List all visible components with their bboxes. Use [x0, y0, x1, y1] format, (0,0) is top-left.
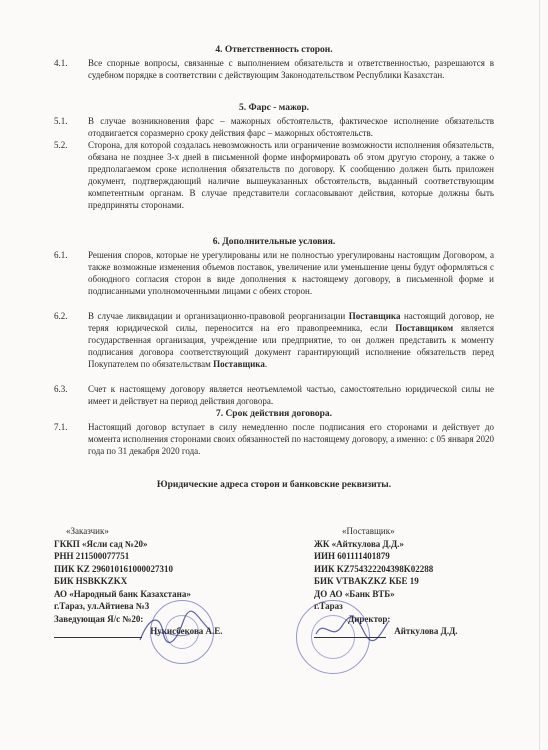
supplier-line: ИИН 601111401879: [314, 551, 390, 561]
clause-6-2: [54, 310, 494, 382]
clause-number: 4.1.: [54, 58, 68, 68]
customer-line: ГККП «Ясли сад №20»: [54, 538, 148, 549]
supplier-line: г.Тараз: [314, 601, 343, 611]
supplier-line: ЖК «Айткулова Д.Д.»: [314, 538, 404, 549]
clause-number: 5.2.: [54, 140, 68, 150]
clause-text-bold: Поставщика: [348, 311, 401, 321]
clause-text-bold: Поставщиком: [395, 323, 454, 333]
customer-line: Заведующая Я/с №20:: [54, 613, 144, 624]
customer-line: г.Тараз, ул.Айтиева №3: [54, 601, 150, 611]
customer-signer: Нукисбекова А.Е.: [150, 626, 223, 636]
customer-line: РНН 211500077751: [54, 551, 130, 561]
supplier-signer: Айткулова Д.Д.: [394, 626, 458, 636]
customer-line: ПИК KZ 296010161000027310: [54, 563, 174, 574]
clause-text: [88, 310, 494, 370]
clause-text: Счет к настоящему договору является неотъемлемой частью, самостоятельно юридической силы не имеет и действует на период действия договора.: [88, 384, 494, 406]
clause-text: В случае возникновения фарс – мажорных обстоятельств, фактическое исполнение обязательств отодвигается соразмерно сроку действия фарс – мажорных обстоятельств.: [88, 116, 494, 138]
section-5-title: 5. Фарс - мажор.: [238, 103, 310, 113]
supplier-line: Директор:: [348, 613, 391, 624]
clause-5-2: [54, 139, 494, 223]
customer-line: АО «Народный банк Казахстана»: [54, 588, 191, 599]
clause-6-1: [54, 249, 494, 309]
section-4-title: 4. Ответственность сторон.: [215, 45, 333, 55]
clause-text-part: настоящий договор, не теряя юридической силы, переносится на его правопреемника, если: [88, 311, 494, 333]
supplier-signature-icon: [312, 612, 392, 646]
clause-text-part: .: [264, 359, 268, 369]
clause-7-1: [54, 421, 494, 457]
clause-5-1: [54, 115, 494, 139]
section-7-title: 7. Срок действия договора.: [215, 409, 333, 419]
clause-number: 6.3.: [54, 384, 68, 394]
clause-number: 6.2.: [54, 311, 68, 321]
requisites-title: Юридические адреса сторон и банковские реквизиты.: [156, 480, 392, 490]
clause-text: Все спорные вопросы, связанные с выполнением обязательств и ответственностью, разрешаются в судебном порядке в соответствии с действующим Законодательством Республики Казахстан.: [88, 58, 494, 80]
supplier-line: ДО АО «Банк ВТБ»: [314, 588, 395, 599]
supplier-line: ИИК KZ754322204398K02288: [314, 563, 434, 574]
clause-4-1: [54, 57, 494, 93]
section-6-title: 6. Дополнительные условия.: [212, 237, 336, 247]
clause-6-3: [54, 383, 494, 407]
clause-text-part: В случае ликвидации и организационно-правовой реорганизации: [88, 311, 349, 321]
customer-line: БИК HSBKKZKX: [54, 576, 128, 586]
customer-signature-icon: [135, 610, 215, 650]
clause-text-bold: Поставщика: [213, 359, 265, 369]
clause-number: 7.1.: [54, 422, 68, 432]
customer-role: «Заказчик»: [66, 526, 109, 536]
supplier-role: «Поставщик»: [342, 526, 395, 536]
clause-text: Решения споров, которые не урегулированы или не полностью урегулированы настоящим Договором, а также возможные изменения объемов поставок, увеличение или уменьшение цены будут оформляться с обоюдного согласия сторон в виде дополнения к настоящему договору, в письменной форме и подписанными уполномоченными лицами с обеих сторон.: [88, 250, 494, 296]
page-edge: [539, 0, 540, 750]
clause-text: Сторона, для которой создалась невозможность или ограничение возможности исполнения обязательств, обязана не позднее 3-х дней в письменной форме информировать об этом другую сторону, а также о предполагаемом сроке исполнения обязательств по договору. К сообщению должен быть приложен документ, подтверждающий наличие вышеуказанных обстоятельств, выданный соответствующим компетентным органам. В случае представители согласовывают действия, которые должны быть предприняты сторонами.: [88, 140, 494, 210]
clause-number: 6.1.: [54, 250, 68, 260]
clause-number: 5.1.: [54, 116, 68, 126]
clause-text-part: является государственная организация, учреждение или предприятие, то он должен представить к моменту подписания договора соответствующий документ гарантирующий исполнение обязательств перед Покупателем по обязательствам: [88, 323, 494, 369]
clause-text: Настоящий договор вступает в силу немедленно после подписания его сторонами и действует до момента исполнения сторонами своих обязанностей по настоящему договору, а именно: с 05 января 2020 года по 31 декабря 2020 года.: [88, 422, 494, 456]
supplier-line: БИК VTBAKZKZ КБЕ 19: [314, 576, 419, 586]
